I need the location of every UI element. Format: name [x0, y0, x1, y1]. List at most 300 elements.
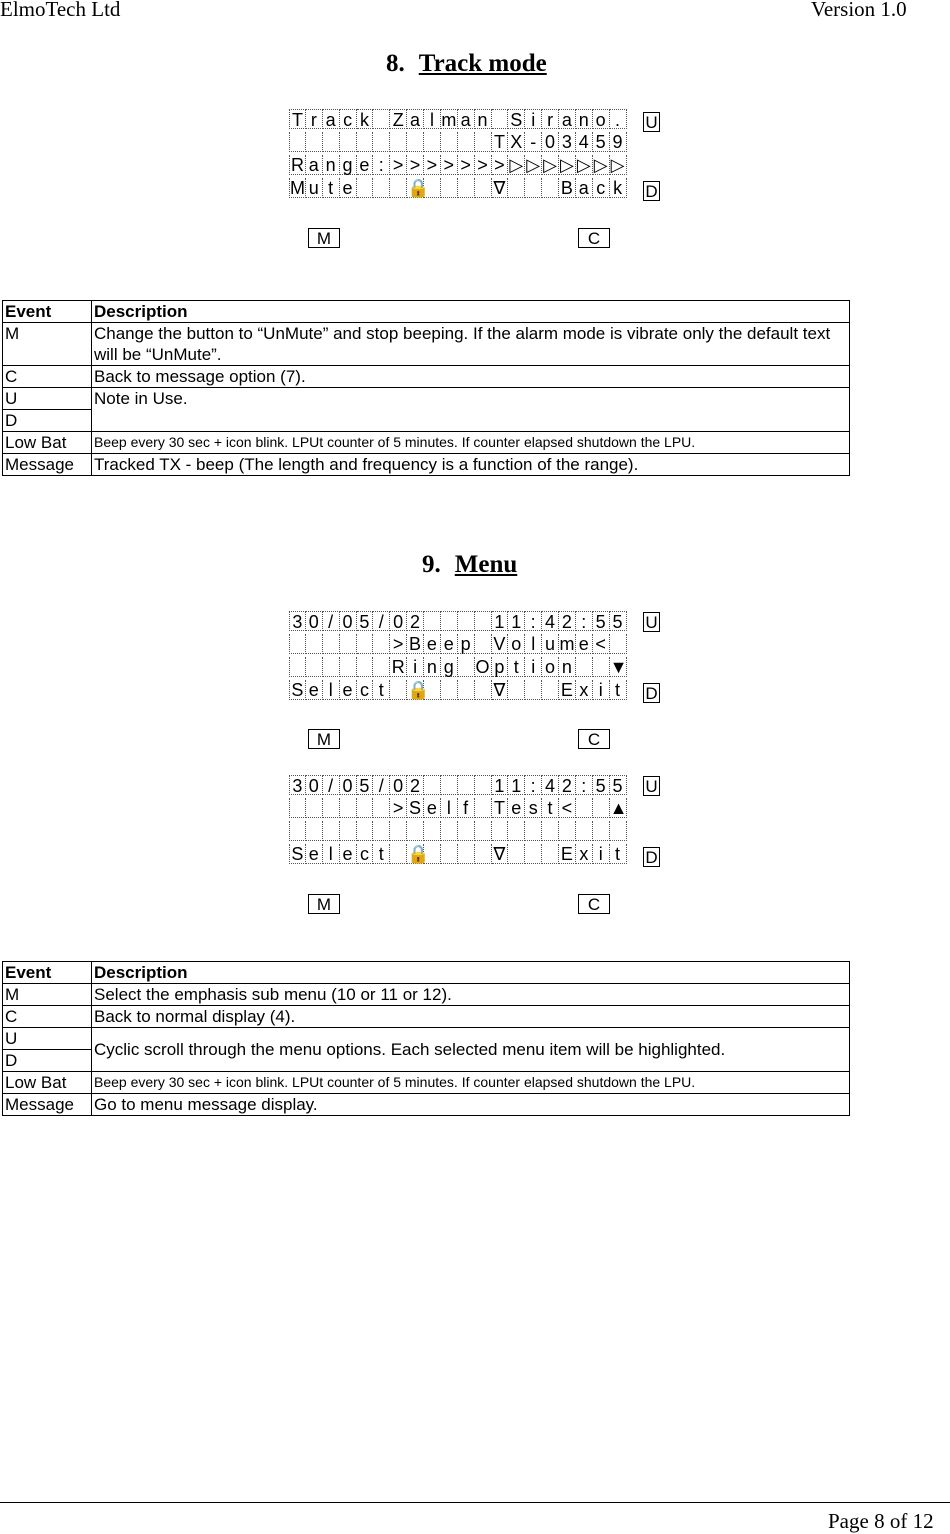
lcd-cell: l — [424, 109, 441, 129]
lcd-cell: r — [542, 109, 559, 129]
event-cell: M — [3, 323, 92, 366]
lcd-row — [289, 178, 627, 200]
section-heading: Menu — [454, 551, 518, 578]
lcd-cell: i — [525, 109, 542, 129]
lcd-cell: t — [610, 844, 627, 864]
event-cell: Message — [3, 1094, 92, 1116]
lcd-cell — [373, 178, 390, 198]
description-cell: Select the emphasis sub menu (10 or 11 or 12). — [92, 984, 850, 1006]
lcd-row — [289, 775, 627, 797]
company-name: ElmoTech Ltd — [0, 0, 121, 21]
lcd-cell — [475, 178, 492, 198]
lcd-cell — [441, 178, 458, 198]
lcd-cell: c — [593, 178, 610, 198]
lcd-cell: o — [542, 657, 559, 677]
lcd-cell — [458, 132, 475, 152]
event-cell: Message — [3, 454, 92, 476]
lcd-cell: ▷ — [559, 155, 576, 175]
lcd-cell — [340, 657, 357, 677]
lcd-cell — [340, 821, 357, 841]
lcd-row — [289, 657, 627, 679]
lcd-cell — [323, 798, 340, 818]
lcd-cell — [458, 844, 475, 864]
lcd-cell — [525, 680, 542, 700]
lcd-cell: e — [306, 680, 323, 700]
description-cell: Go to menu message display. — [92, 1094, 850, 1116]
lcd-cell: c — [357, 844, 374, 864]
lcd-cell: 1 — [492, 611, 509, 631]
lcd-cell: r — [306, 109, 323, 129]
lcd-cell: 4 — [576, 132, 593, 152]
column-header-event: Event — [3, 301, 92, 323]
event-cell: D — [3, 410, 92, 432]
lcd-cell — [323, 657, 340, 677]
lcd-cell: i — [525, 657, 542, 677]
c-button[interactable]: C — [578, 729, 610, 749]
lcd-cell: n — [424, 657, 441, 677]
lcd-cell — [424, 844, 441, 864]
lcd-cell: n — [559, 657, 576, 677]
lcd-cell — [475, 798, 492, 818]
event-cell: U — [3, 388, 92, 410]
lcd-cell — [390, 178, 407, 198]
lcd-cell: : — [525, 775, 542, 795]
lcd-cell: 3 — [289, 775, 306, 795]
m-button[interactable]: M — [308, 228, 340, 248]
down-button[interactable]: D — [643, 683, 660, 703]
description-cell: Note in Use. — [92, 388, 850, 432]
lcd-cell: 2 — [407, 775, 424, 795]
lcd-cell — [357, 821, 374, 841]
lcd-cell — [373, 132, 390, 152]
lcd-cell: 2 — [559, 775, 576, 795]
lcd-cell: a — [576, 178, 593, 198]
lcd-cell — [542, 680, 559, 700]
lcd-cell: e — [357, 155, 374, 175]
lcd-cell: t — [323, 178, 340, 198]
lcd-cell: ▷ — [508, 155, 525, 175]
lcd-cell: ▼ — [609, 657, 628, 677]
lcd-cell: 1 — [508, 611, 525, 631]
lcd-cell: e — [340, 178, 357, 198]
lcd-cell — [458, 611, 475, 631]
lcd-cell — [390, 821, 407, 841]
lcd-cell: 🔒 — [407, 680, 430, 700]
lcd-cell: e — [441, 634, 458, 654]
lcd-cell: 0 — [340, 611, 357, 631]
lcd-cell — [475, 821, 492, 841]
lcd-cell: g — [441, 657, 458, 677]
lcd-cell — [542, 178, 559, 198]
lcd-cell: 0 — [390, 775, 407, 795]
lcd-cell: e — [340, 680, 357, 700]
lcd-cell: T — [492, 798, 509, 818]
lcd-cell — [593, 821, 610, 841]
lcd-row — [289, 634, 627, 656]
lcd-cell: S — [289, 680, 306, 700]
lcd-cell — [475, 634, 492, 654]
up-button[interactable]: U — [643, 112, 660, 132]
lcd-cell — [458, 178, 475, 198]
lcd-cell: n — [576, 109, 593, 129]
lcd-cell — [508, 178, 525, 198]
lcd-cell — [340, 798, 357, 818]
lcd-cell — [492, 109, 509, 129]
lcd-row — [289, 798, 627, 820]
down-button[interactable]: D — [643, 847, 660, 867]
event-cell: Low Bat — [3, 432, 92, 454]
lcd-cell: 🔒 — [407, 844, 430, 864]
lcd-cell — [424, 821, 441, 841]
lcd-cell: 1 — [508, 775, 525, 795]
lcd-cell: 1 — [492, 775, 509, 795]
table-row — [3, 1072, 850, 1094]
section-number: 9. — [422, 551, 441, 578]
lcd-cell: : — [576, 775, 593, 795]
lcd-cell: t — [508, 657, 525, 677]
lcd-cell — [559, 821, 576, 841]
description-cell: Change the button to “UnMute” and stop beeping. If the alarm mode is vibrate only the default text will be “UnMute”. — [92, 323, 850, 366]
lcd-cell — [407, 821, 424, 841]
lcd-cell: Z — [390, 109, 407, 129]
lcd-cell — [390, 680, 407, 700]
lcd-cell: : — [373, 155, 390, 175]
lcd-cell — [508, 844, 525, 864]
section-title-track-mode — [386, 50, 547, 78]
lcd-cell — [576, 657, 593, 677]
lcd-cell: 5 — [357, 611, 374, 631]
lcd-cell: i — [407, 657, 424, 677]
lcd-cell: x — [576, 680, 593, 700]
lcd-cell — [441, 775, 458, 795]
lcd-cell — [289, 657, 306, 677]
down-button[interactable]: D — [643, 181, 660, 201]
description-cell: Back to normal display (4). — [92, 1006, 850, 1028]
table-row — [3, 388, 850, 410]
table-row — [3, 432, 850, 454]
lcd-cell: e — [576, 634, 593, 654]
table-row — [3, 1028, 850, 1050]
description-cell: Cyclic scroll through the menu options. Each selected menu item will be highlighted. — [92, 1028, 850, 1072]
lcd-cell: R — [390, 657, 407, 677]
lcd-cell: o — [593, 109, 610, 129]
lcd-cell: e — [508, 798, 525, 818]
lcd-cell: / — [373, 611, 390, 631]
lcd-cell — [525, 178, 542, 198]
lcd-cell: < — [559, 798, 576, 818]
lcd-cell — [340, 634, 357, 654]
lcd-cell: O — [475, 657, 490, 677]
lcd-cell: 5 — [610, 775, 627, 795]
page-footer — [0, 1502, 950, 1533]
lcd-cell: n — [475, 109, 492, 129]
lcd-cell — [289, 132, 306, 152]
lcd-cell: k — [357, 109, 374, 129]
lcd-row — [289, 844, 627, 866]
c-button[interactable]: C — [578, 228, 610, 248]
lcd-cell — [525, 844, 542, 864]
lcd-cell: 0 — [542, 132, 559, 152]
lcd-cell: u — [306, 178, 323, 198]
lcd-cell: ▷ — [542, 155, 559, 175]
table-header-row — [3, 301, 850, 323]
lcd-cell: / — [373, 775, 390, 795]
m-button[interactable]: M — [308, 729, 340, 749]
lcd-cell: ∇ — [492, 844, 509, 864]
lcd-cell: R — [290, 155, 304, 175]
lcd-cell: > — [390, 634, 407, 654]
lcd-cell: > — [492, 155, 509, 175]
lcd-cell — [373, 634, 390, 654]
lcd-cell: m — [559, 634, 575, 654]
lcd-cell — [492, 821, 509, 841]
lcd-row — [289, 155, 627, 177]
lcd-cell — [306, 634, 323, 654]
table-row — [3, 1094, 850, 1116]
lcd-cell: 0 — [340, 775, 357, 795]
lcd-cell — [357, 178, 374, 198]
lcd-row — [289, 109, 627, 131]
lcd-cell — [475, 680, 492, 700]
lcd-cell: e — [306, 844, 323, 864]
lcd-cell — [458, 680, 475, 700]
lcd-cell: : — [525, 611, 542, 631]
lcd-cell — [610, 634, 627, 654]
up-button[interactable]: U — [643, 612, 660, 632]
lcd-cell: a — [458, 109, 475, 129]
lcd-cell — [424, 611, 441, 631]
lcd-cell: > — [390, 798, 407, 818]
lcd-cell: : — [576, 611, 593, 631]
lcd-cell — [441, 611, 458, 631]
lcd-cell — [576, 798, 593, 818]
lcd-cell — [323, 634, 340, 654]
lcd-cell: 4 — [542, 775, 559, 795]
lcd-cell: 2 — [559, 611, 576, 631]
lcd-cell — [390, 844, 407, 864]
lcd-cell — [475, 775, 492, 795]
lcd-cell: 🔒 — [407, 178, 430, 198]
lcd-cell: ∇ — [492, 178, 509, 198]
lcd-cell — [306, 821, 323, 841]
lcd-cell: 0 — [306, 775, 323, 795]
lcd-cell — [542, 844, 559, 864]
lcd-cell — [289, 798, 306, 818]
lcd-cell: e — [340, 844, 357, 864]
lcd-cell: o — [508, 634, 525, 654]
column-header-event: Event — [3, 962, 92, 984]
lcd-cell: 4 — [542, 611, 559, 631]
document-version: Version 1.0 — [811, 0, 907, 21]
table-row — [3, 1006, 850, 1028]
menu-event-table — [2, 961, 850, 1116]
lcd-cell: s — [525, 798, 542, 818]
lcd-row — [289, 132, 627, 154]
lcd-cell — [373, 821, 390, 841]
lcd-cell — [610, 821, 627, 841]
lcd-cell: B — [407, 634, 424, 654]
lcd-cell: a — [306, 155, 323, 175]
column-header-description: Description — [92, 962, 850, 984]
lcd-cell — [340, 132, 357, 152]
lcd-cell: 5 — [357, 775, 374, 795]
lcd-cell — [593, 798, 610, 818]
description-cell: Back to message option (7). — [92, 366, 850, 388]
lcd-cell — [508, 821, 525, 841]
lcd-cell — [424, 775, 441, 795]
lcd-cell — [458, 821, 475, 841]
lcd-cell: ∇ — [492, 680, 509, 700]
lcd-cell — [508, 680, 525, 700]
lcd-cell: 5 — [610, 611, 627, 631]
lcd-cell: 5 — [593, 611, 610, 631]
lcd-cell: a — [559, 109, 576, 129]
event-cell: C — [3, 1006, 92, 1028]
up-button[interactable]: U — [643, 776, 660, 796]
page-header — [0, 0, 950, 24]
lcd-cell: X — [508, 132, 525, 152]
lcd-cell: l — [441, 798, 458, 818]
section-number: 8. — [386, 50, 405, 77]
lcd-cell: k — [610, 178, 627, 198]
lcd-cell — [475, 611, 492, 631]
description-cell: Tracked TX - beep (The length and frequency is a function of the range). — [92, 454, 850, 476]
lcd-cell: l — [323, 680, 340, 700]
lcd-cell: / — [323, 611, 340, 631]
lcd-cell: > — [390, 155, 407, 175]
lcd-cell: a — [323, 109, 340, 129]
lcd-cell: > — [407, 155, 424, 175]
lcd-cell — [458, 775, 475, 795]
lcd-cell: M — [290, 178, 305, 198]
lcd-cell: 3 — [289, 611, 306, 631]
lcd-cell — [373, 657, 390, 677]
lcd-cell: > — [424, 155, 441, 175]
lcd-cell: 0 — [390, 611, 407, 631]
lcd-cell — [289, 821, 306, 841]
lcd-cell: 2 — [407, 611, 424, 631]
lcd-cell: < — [593, 634, 610, 654]
lcd-cell — [357, 798, 374, 818]
lcd-cell: S — [407, 798, 424, 818]
lcd-cell: p — [492, 657, 509, 677]
lcd-row — [289, 680, 627, 702]
lcd-cell — [306, 798, 323, 818]
lcd-cell: - — [525, 132, 542, 152]
lcd-cell — [542, 821, 559, 841]
description-cell: Beep every 30 sec + icon blink. LPUt counter of 5 minutes. If counter elapsed shutdown the LPU. — [92, 1072, 850, 1094]
lcd-cell: a — [407, 109, 424, 129]
table-row — [3, 323, 850, 366]
lcd-cell — [424, 178, 441, 198]
lcd-cell: l — [323, 844, 340, 864]
lcd-cell: n — [323, 155, 340, 175]
lcd-cell: g — [340, 155, 357, 175]
lcd-cell: t — [542, 798, 559, 818]
lcd-cell — [323, 821, 340, 841]
lcd-cell — [357, 634, 374, 654]
lcd-cell — [576, 821, 593, 841]
event-cell: M — [3, 984, 92, 1006]
lcd-cell: E — [559, 844, 576, 864]
lcd-cell — [357, 657, 374, 677]
lcd-row — [289, 611, 627, 633]
lcd-cell: c — [357, 680, 374, 700]
lcd-cell: ▷ — [593, 155, 610, 175]
section-heading: Track mode — [418, 50, 547, 77]
lcd-cell: 5 — [593, 775, 610, 795]
lcd-cell: ▲ — [609, 798, 628, 818]
lcd-cell: / — [323, 775, 340, 795]
section-title-menu — [422, 551, 517, 579]
lcd-cell: l — [525, 634, 542, 654]
event-cell: D — [3, 1050, 92, 1072]
lcd-cell: c — [340, 109, 357, 129]
table-header-row — [3, 962, 850, 984]
page-number: Page 8 of 12 — [828, 1509, 934, 1533]
lcd-cell — [373, 109, 390, 129]
table-row — [3, 984, 850, 1006]
lcd-cell: e — [424, 634, 441, 654]
lcd-cell — [424, 680, 441, 700]
lcd-cell: ▷ — [525, 155, 542, 175]
lcd-cell — [475, 132, 492, 152]
lcd-cell: f — [458, 798, 475, 818]
lcd-cell: > — [441, 155, 458, 175]
lcd-cell — [323, 132, 340, 152]
lcd-cell: S — [289, 844, 306, 864]
lcd-cell — [441, 844, 458, 864]
lcd-cell — [357, 132, 374, 152]
m-button[interactable]: M — [308, 894, 340, 914]
lcd-cell — [458, 657, 475, 677]
lcd-cell: 0 — [306, 611, 323, 631]
lcd-cell: V — [492, 634, 509, 654]
lcd-cell — [306, 132, 323, 152]
lcd-cell: 5 — [593, 132, 610, 152]
lcd-cell: m — [441, 110, 457, 130]
c-button[interactable]: C — [578, 894, 610, 914]
table-row — [3, 454, 850, 476]
lcd-cell: e — [424, 798, 441, 818]
lcd-cell: 3 — [559, 132, 576, 152]
description-cell: Beep every 30 sec + icon blink. LPUt counter of 5 minutes. If counter elapsed shutdown the LPU. — [92, 432, 850, 454]
lcd-cell — [407, 132, 424, 152]
lcd-cell: ▷ — [576, 155, 593, 175]
lcd-cell: t — [373, 680, 390, 700]
lcd-cell — [306, 657, 323, 677]
lcd-cell — [593, 657, 610, 677]
lcd-cell — [525, 821, 542, 841]
lcd-cell — [441, 821, 458, 841]
lcd-cell: p — [458, 634, 475, 654]
lcd-cell: > — [475, 155, 492, 175]
lcd-cell: t — [610, 680, 627, 700]
lcd-cell: S — [508, 109, 525, 129]
lcd-cell: i — [593, 844, 610, 864]
event-cell: Low Bat — [3, 1072, 92, 1094]
lcd-cell: T — [289, 109, 306, 129]
table-row — [3, 366, 850, 388]
lcd-cell: T — [492, 132, 509, 152]
lcd-cell: . — [610, 109, 627, 129]
lcd-cell — [441, 132, 458, 152]
lcd-cell: t — [373, 844, 390, 864]
lcd-cell: 9 — [610, 132, 627, 152]
lcd-cell: u — [542, 634, 559, 654]
lcd-cell — [390, 132, 407, 152]
column-header-description: Description — [92, 301, 850, 323]
